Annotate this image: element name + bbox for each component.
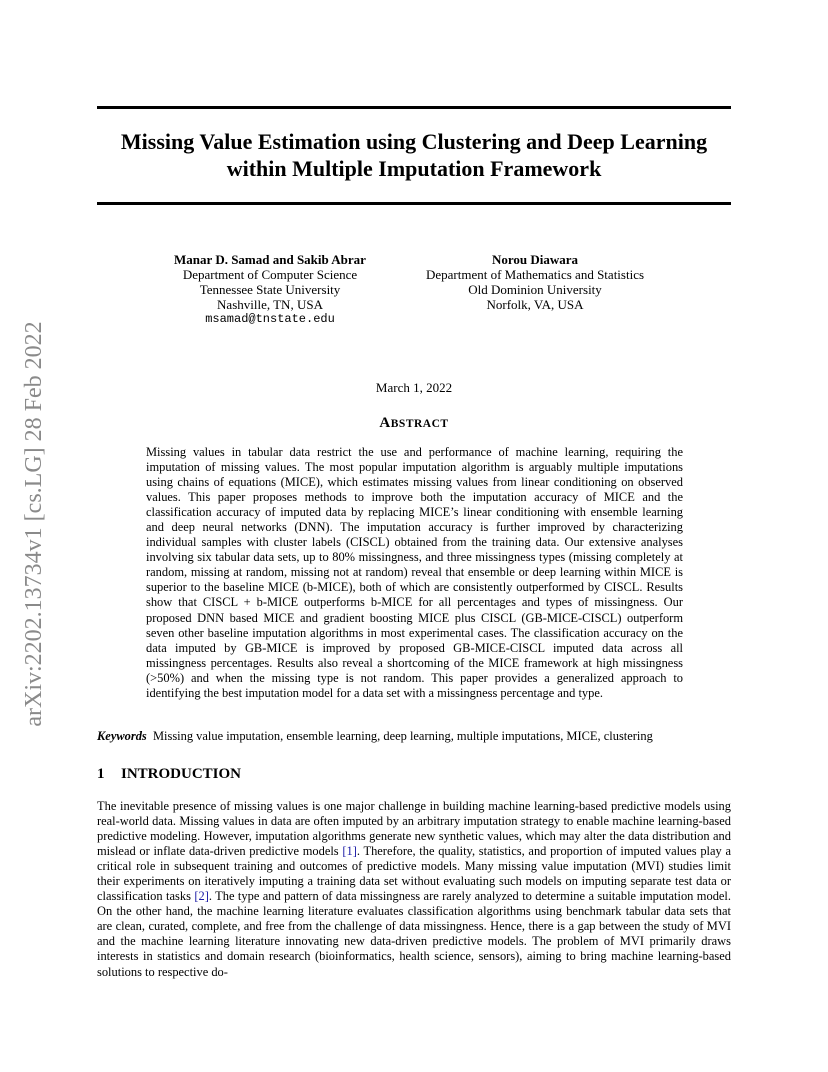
introduction-paragraph [97,799,731,980]
keywords-label: Keywords [97,729,147,743]
author-email: msamad@tnstate.edu [205,312,335,326]
paper-date: March 1, 2022 [375,380,453,395]
arxiv-side-stamp: arXiv:2202.13734v1 [cs.LG] 28 Feb 2022 [21,321,47,727]
title-rule-bottom [97,202,731,205]
title-line-2: within Multiple Imputation Framework [226,156,602,181]
citation-link-2[interactable]: [2] [194,889,209,904]
intro-text-part-3: . The type and pattern of data missingness are rarely analyzed to determine a suitable imputation model. On the other hand, the machine learning literature evaluates classification algorithms using benchmark tabular data sets that are clean, curated, complete, and free from the challenge of data missingness. Hence, there is a gap between the study of MVI and the machine learning literature innovating new data-driven predictive models. The problem of MVI primarily draws interests in statistics and domain research (bioinformatics, health science, sensors), aiming to bring machine learning-based solutions to respective do- [97,889,731,979]
author-name: Norou Diawara [491,252,579,267]
citation-link-1[interactable]: [1] [342,844,357,859]
abstract-heading [97,415,731,432]
author-block-1 [160,252,380,327]
author-location: Norfolk, VA, USA [486,297,584,312]
section-number: 1 [97,766,105,782]
author-block-2 [410,252,660,312]
paper-title [97,128,731,182]
abstract-heading-initial: A [379,415,391,431]
author-location: Nashville, TN, USA [217,297,323,312]
author-department: Department of Computer Science [182,267,358,282]
author-institution: Tennessee State University [199,282,341,297]
title-rule-top [97,106,731,109]
author-institution: Old Dominion University [468,282,602,297]
intro-text-part-2: . Therefore, the quality, statistics, and proportion of imputed values play a critical role in subsequent training and outcomes of predictive models. Many missing value imputation (MVI) studies limit their experiments on iteratively imputing a training data set without evaluating such models on imputing separate test data or classification tasks [97,844,731,904]
section-title: INTRODUCTION [121,766,242,782]
keywords-line [97,729,731,744]
title-line-1: Missing Value Estimation using Clustering and Deep Learning [120,129,708,154]
abstract-heading-rest: BSTRACT [390,418,449,430]
abstract-text: Missing values in tabular data restrict the use and performance of machine learning, requiring the imputation of missing values. The most popular imputation algorithm is arguably multiple imputations using chains of equations (MICE), which estimates missing values from linear conditioning on observed values. This paper proposes methods to improve both the imputation accuracy of MICE and the classification accuracy of imputed data by replacing MICE’s linear conditioning with ensemble learning and deep neural networks (DNN). The imputation accuracy is further improved by characterizing individual samples with cluster labels (CISCL) obtained from the training data. Our extensive analyses involving six tabular data sets, up to 80% missingness, and three missingness types (missing completely at random, missing at random, missing not at random) reveal that ensemble or deep learning within MICE is superior to the baseline MICE (b-MICE), both of which are consistently outperformed by CISCL. Results show that CISCL + b-MICE outperforms b-MICE for all percentages and types of missingness. Our proposed DNN based MICE and gradient boosting MICE plus CISCL (GB-MICE-CISCL) outperform seven other baseline imputation algorithms in most experimental cases. The classification accuracy on the data imputed by GB-MICE is improved by proposed GB-MICE-CISCL imputed data across all missingness percentages. Results also reveal a shortcoming of the MICE framework at high missingness (>50%) and when the missing type is not random. This paper provides a generalized approach to identifying the best imputation model for a data set with a missingness percentage and type. [146,445,683,700]
author-name: Manar D. Samad and Sakib Abrar [174,252,366,267]
intro-text-part-1: The inevitable presence of missing values is one major challenge in building machine learning-based predictive models using real-world data. Missing values in data are often imputed by an arbitrary imputation strategy to enable machine learning-based predictive modeling. However, imputation algorithms generate new synthetic values, which may alter the data distribution and mislead or inflate data-driven predictive models [97,799,731,859]
keywords-text: Missing value imputation, ensemble learning, deep learning, multiple imputations, MICE, clustering [152,729,653,743]
section-heading-introduction [97,766,241,783]
author-department: Department of Mathematics and Statistics [425,267,645,282]
